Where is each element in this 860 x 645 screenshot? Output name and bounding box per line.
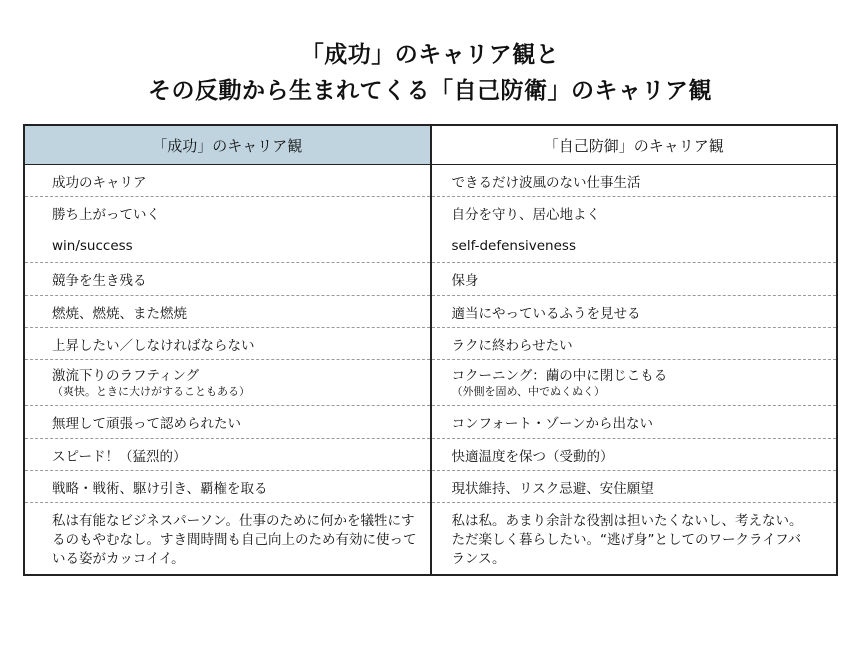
cell-right-main: コクーニング：繭の中に閉じこもる	[451, 367, 668, 384]
table-row	[24, 360, 837, 406]
title-line-2: その反動から生まれてくる「自己防衛」のキャリア観	[148, 78, 712, 104]
cell-left: 無理して頑張って認められたい	[24, 406, 431, 439]
table-row	[24, 406, 837, 439]
header-success: 「成功」のキャリア観	[24, 125, 431, 165]
cell-right-sub: （外側を固め、中でぬくぬく）	[451, 384, 606, 398]
table-row	[24, 165, 837, 197]
table-header-row	[24, 125, 837, 165]
cell-right: ラクに終わらせたい	[431, 328, 838, 360]
table-row	[24, 263, 837, 296]
table-row	[24, 230, 837, 263]
cell-left: 競争を生き残る	[24, 263, 431, 296]
title-line-1: 「成功」のキャリア観と	[300, 42, 560, 68]
cell-right: 自分を守り、居心地よく	[451, 207, 600, 224]
table-row	[24, 439, 837, 471]
cell-left: 私は有能なビジネスパーソン。仕事のために何かを犠牲にするのもやむなし。すき間時間も自己向上のため有効に使っている姿がカッコイイ。	[24, 503, 431, 575]
table-row	[24, 503, 837, 575]
cell-right: コンフォート・ゾーンから出ない	[431, 406, 838, 439]
cell-left: 成功のキャリア	[24, 165, 431, 197]
cell-left: 勝ち上がっていく	[24, 197, 431, 230]
cell-right: 私は私。あまり余計な役割は担いたくないし、考えない。ただ楽しく暮らしたい。“逃げ身”としてのワークライフバランス。	[451, 513, 803, 567]
table-row	[24, 296, 837, 328]
header-self-defense: 「自己防御」のキャリア観	[431, 125, 838, 165]
cell-right: 保身	[431, 263, 838, 296]
cell-right: できるだけ波風のない仕事生活	[431, 165, 838, 197]
table-row	[24, 471, 837, 503]
cell-left: 戦略・戦術、駆け引き、覇権を取る	[24, 471, 431, 503]
cell-left	[24, 360, 431, 406]
cell-left-main: 激流下りのラフティング	[52, 367, 200, 384]
table-row	[24, 197, 837, 230]
cell-left: 燃焼、燃焼、また燃焼	[24, 296, 431, 328]
comparison-table	[23, 124, 838, 576]
cell-left: win/success	[24, 230, 431, 263]
cell-left: スピード！（猛烈的）	[24, 439, 431, 471]
cell-right: 適当にやっているふうを見せる	[431, 296, 838, 328]
cell-left-sub: （爽快。ときに大けがすることもある）	[52, 384, 250, 398]
cell-right: 快適温度を保つ（受動的）	[431, 439, 838, 471]
cell-right: self-defensiveness	[431, 230, 838, 263]
cell-right: 現状維持、リスク忌避、安住願望	[431, 471, 838, 503]
table-row	[24, 328, 837, 360]
cell-right	[431, 360, 838, 406]
cell-left: 上昇したい／しなければならない	[24, 328, 431, 360]
